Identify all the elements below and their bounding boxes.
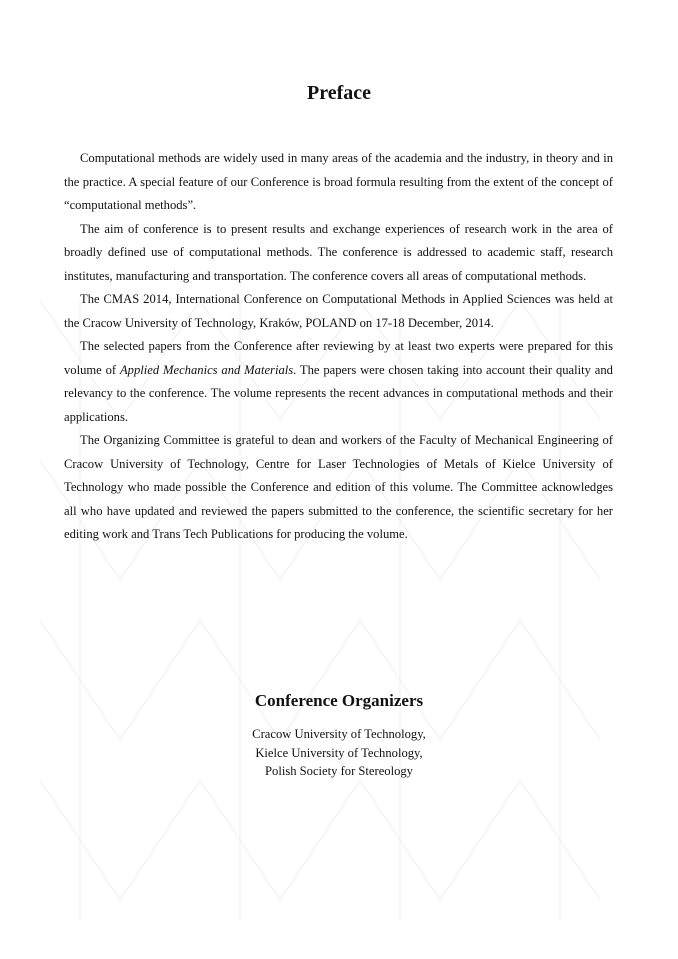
paragraph: The Organizing Committee is grateful to dean and workers of the Faculty of Mechanical Engineering of Cracow University of Technology, Centre for Laser Technologies of Metals of Kielce University of Technology who made possible the Conference and edition of this volume. The Committee acknowledges all who have updated and reviewed the papers submitted to the conference, the scientific secretary for her editing work and Trans Tech Publications for producing the volume.: [64, 433, 613, 541]
organizers-list: [0, 725, 678, 781]
organizer-item: Polish Society for Stereology: [265, 764, 413, 778]
journal-title: Applied Mechanics and Materials: [119, 362, 294, 377]
paragraph-text: The selected papers from the Conference after reviewing by at least two experts were prepared for this volume of: [64, 339, 613, 377]
organizer-item: Cracow University of Technology,: [252, 727, 426, 741]
paragraph: Computational methods are widely used in many areas of the academia and the industry, in theory and in the practice. A special feature of our Conference is broad formula resulting from the extent of the concept of “computational methods”.: [64, 151, 613, 212]
paragraph: The CMAS 2014, International Conference on Computational Methods in Applied Sciences was held at the Cracow University of Technology, Kraków, POLAND on 17-18 December, 2014.: [64, 292, 613, 330]
paragraph: The aim of conference is to present results and exchange experiences of research work in the area of broadly defined use of computational methods. The conference is addressed to academic staff, research institutes, manufacturing and transportation. The conference covers all areas of computational methods.: [64, 221, 613, 283]
organizer-item: Kielce University of Technology,: [255, 745, 423, 760]
preface-body: [64, 147, 613, 547]
page-title: Preface: [306, 82, 372, 104]
organizers-title: Conference Organizers: [254, 691, 424, 710]
paragraph: [64, 335, 613, 429]
paragraph-text: . The papers were chosen taking into account their quality and relevancy to the conference. The volume represents the recent advances in computational methods and their applications.: [64, 362, 613, 424]
